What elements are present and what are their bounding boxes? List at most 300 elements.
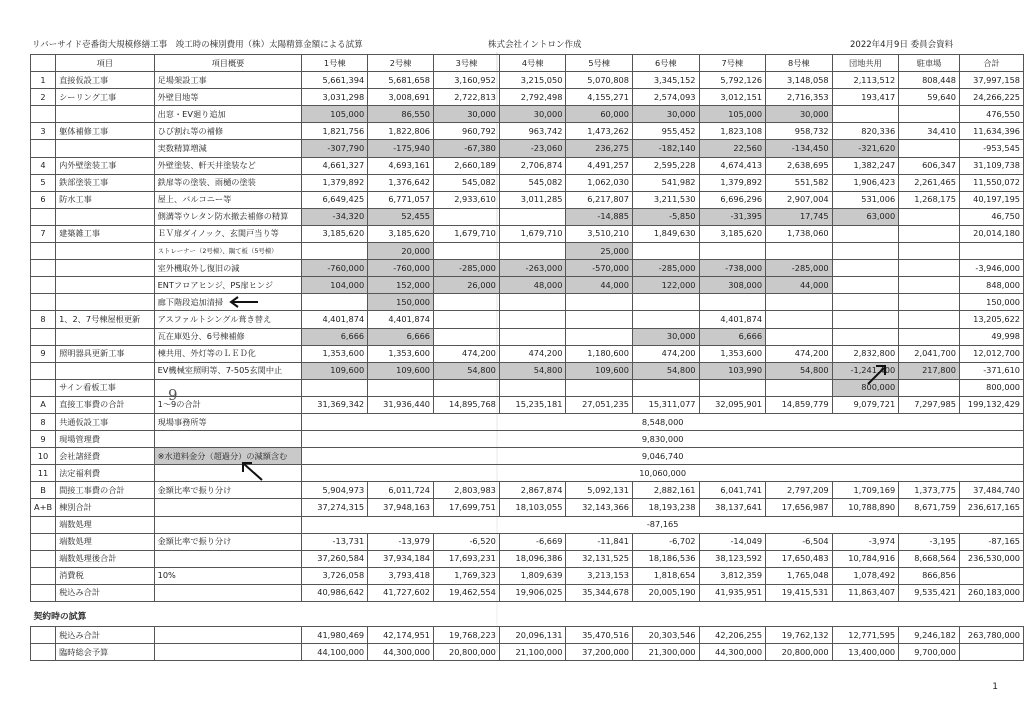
- row-description: ENTフロアヒンジ、PS扉ヒンジ: [154, 277, 302, 294]
- row-item: 端数処理後合計: [56, 550, 155, 567]
- value-cell: 866,856: [899, 567, 960, 584]
- value-cell: 3,793,418: [368, 567, 434, 584]
- value-cell: 11,550,072: [959, 174, 1023, 191]
- value-cell: [766, 311, 833, 328]
- value-cell: 960,792: [434, 123, 500, 140]
- value-cell: 3,185,620: [368, 225, 434, 242]
- value-cell: 474,200: [766, 345, 833, 362]
- row-number: 9: [31, 345, 56, 362]
- row-item: [56, 260, 155, 277]
- row-number: [31, 277, 56, 294]
- value-cell: 40,197,195: [959, 191, 1023, 208]
- table-row: [31, 208, 1024, 225]
- value-cell: -371,610: [959, 362, 1023, 379]
- value-cell: 59,640: [899, 89, 960, 106]
- table-row: [31, 584, 1024, 601]
- row-description: [154, 644, 302, 661]
- value-cell: 2,638,695: [766, 157, 833, 174]
- value-cell: 19,762,132: [766, 627, 833, 644]
- value-cell: 800,000: [959, 379, 1023, 396]
- value-cell: [499, 311, 566, 328]
- value-cell: -11,841: [566, 533, 633, 550]
- value-cell: 52,455: [368, 208, 434, 225]
- value-cell: -13,731: [302, 533, 368, 550]
- row-description: [154, 465, 302, 482]
- row-number: 11: [31, 465, 56, 482]
- value-cell: 21,300,000: [632, 644, 699, 661]
- value-cell: 5,681,658: [368, 72, 434, 89]
- value-cell: [832, 225, 899, 242]
- table-row: [31, 174, 1024, 191]
- value-cell: -31,395: [699, 208, 766, 225]
- value-cell: -175,940: [368, 140, 434, 157]
- value-cell: 14,859,779: [766, 396, 833, 413]
- row-item: [56, 243, 155, 260]
- value-cell: 5,792,126: [699, 72, 766, 89]
- value-cell: [899, 225, 960, 242]
- table-row: [31, 482, 1024, 499]
- value-cell: 20,096,131: [499, 627, 566, 644]
- row-number: [31, 140, 56, 157]
- column-header: 3号棟: [434, 55, 500, 72]
- row-number: [31, 627, 56, 644]
- value-cell: 4,401,874: [302, 311, 368, 328]
- value-cell: [766, 243, 833, 260]
- value-cell: 20,800,000: [766, 644, 833, 661]
- value-cell: 20,303,546: [632, 627, 699, 644]
- row-item: [56, 277, 155, 294]
- column-header: 団地共用: [832, 55, 899, 72]
- row-number: [31, 550, 56, 567]
- value-cell: -6,702: [632, 533, 699, 550]
- value-cell: 35,344,678: [566, 584, 633, 601]
- value-cell: 15,311,077: [632, 396, 699, 413]
- value-cell: -34,320: [302, 208, 368, 225]
- value-cell: -134,450: [766, 140, 833, 157]
- value-cell: -285,000: [434, 260, 500, 277]
- value-cell: 27,051,235: [566, 396, 633, 413]
- value-cell: 6,771,057: [368, 191, 434, 208]
- value-cell: 3,008,691: [368, 89, 434, 106]
- table-row: [31, 431, 1024, 448]
- table-header-row: [31, 55, 1024, 72]
- value-cell: 20,000: [368, 243, 434, 260]
- value-cell: 2,933,610: [434, 191, 500, 208]
- value-cell: 236,530,000: [959, 550, 1023, 567]
- row-number: [31, 516, 56, 533]
- value-cell: 49,998: [959, 328, 1023, 345]
- row-description: [154, 499, 302, 516]
- value-cell: 12,012,700: [959, 345, 1023, 362]
- row-number: 8: [31, 413, 56, 430]
- value-cell: 1,906,423: [832, 174, 899, 191]
- value-cell: 37,934,184: [368, 550, 434, 567]
- value-cell: 6,666: [368, 328, 434, 345]
- value-cell: -570,000: [566, 260, 633, 277]
- value-cell: 541,982: [632, 174, 699, 191]
- row-description: EV機械室照明等、7-505玄関中止: [154, 362, 302, 379]
- value-cell: 1,821,756: [302, 123, 368, 140]
- value-cell: 6,696,296: [699, 191, 766, 208]
- value-cell: 31,109,738: [959, 157, 1023, 174]
- value-cell: 30,000: [499, 106, 566, 123]
- value-cell: 42,206,255: [699, 627, 766, 644]
- value-cell: 2,907,004: [766, 191, 833, 208]
- value-cell: 19,462,554: [434, 584, 500, 601]
- merged-value: 9,046,740: [302, 448, 1024, 465]
- row-item: 鉄部塗装工事: [56, 174, 155, 191]
- value-cell: 2,716,353: [766, 89, 833, 106]
- column-header: 1号棟: [302, 55, 368, 72]
- row-number: [31, 260, 56, 277]
- value-cell: 1,709,169: [832, 482, 899, 499]
- value-cell: 2,113,512: [832, 72, 899, 89]
- value-cell: [499, 294, 566, 311]
- value-cell: 22,560: [699, 140, 766, 157]
- value-cell: [566, 294, 633, 311]
- row-item: 税込み合計: [56, 627, 155, 644]
- row-description: 出窓・EV廻り追加: [154, 106, 302, 123]
- row-number: 2: [31, 89, 56, 106]
- value-cell: 3,031,298: [302, 89, 368, 106]
- value-cell: [699, 243, 766, 260]
- row-item: 防水工事: [56, 191, 155, 208]
- row-number: 3: [31, 123, 56, 140]
- table-row: [31, 311, 1024, 328]
- row-description: 金額比率で振り分け: [154, 482, 302, 499]
- value-cell: [899, 311, 960, 328]
- value-cell: 2,803,983: [434, 482, 500, 499]
- spacer-cell: [31, 602, 1024, 610]
- column-header: 8号棟: [766, 55, 833, 72]
- value-cell: -760,000: [368, 260, 434, 277]
- row-number: [31, 362, 56, 379]
- value-cell: 109,600: [302, 362, 368, 379]
- value-cell: 5,070,808: [566, 72, 633, 89]
- value-cell: 531,006: [832, 191, 899, 208]
- row-item: [56, 362, 155, 379]
- value-cell: 13,400,000: [832, 644, 899, 661]
- annotation-arrow-3: [864, 360, 894, 390]
- value-cell: [832, 243, 899, 260]
- value-cell: -14,885: [566, 208, 633, 225]
- row-item: 照明器具更新工事: [56, 345, 155, 362]
- value-cell: 17,699,751: [434, 499, 500, 516]
- value-cell: 1,379,892: [302, 174, 368, 191]
- value-cell: [434, 243, 500, 260]
- column-header: 2号棟: [368, 55, 434, 72]
- value-cell: 150,000: [959, 294, 1023, 311]
- value-cell: 2,792,498: [499, 89, 566, 106]
- value-cell: 9,079,721: [832, 396, 899, 413]
- column-header: 7号棟: [699, 55, 766, 72]
- row-item: 間接工事費の合計: [56, 482, 155, 499]
- value-cell: 9,700,000: [899, 644, 960, 661]
- value-cell: [899, 277, 960, 294]
- value-cell: 1,823,108: [699, 123, 766, 140]
- value-cell: 5,092,131: [566, 482, 633, 499]
- value-cell: 1,679,710: [434, 225, 500, 242]
- row-number: 8: [31, 311, 56, 328]
- table-row: [31, 567, 1024, 584]
- value-cell: 103,990: [699, 362, 766, 379]
- value-cell: 41,980,469: [302, 627, 368, 644]
- row-item: シーリング工事: [56, 89, 155, 106]
- row-item: [56, 208, 155, 225]
- table-row: [31, 243, 1024, 260]
- value-cell: 54,800: [434, 362, 500, 379]
- value-cell: -285,000: [766, 260, 833, 277]
- value-cell: 2,261,465: [899, 174, 960, 191]
- value-cell: 545,082: [499, 174, 566, 191]
- value-cell: 63,000: [832, 208, 899, 225]
- value-cell: -263,000: [499, 260, 566, 277]
- row-item: 臨時総会予算: [56, 644, 155, 661]
- section-title: 契約時の試算: [33, 612, 87, 623]
- value-cell: 38,123,592: [699, 550, 766, 567]
- value-cell: 2,706,874: [499, 157, 566, 174]
- value-cell: 17,656,987: [766, 499, 833, 516]
- value-cell: [566, 311, 633, 328]
- merged-value: 9,830,000: [302, 431, 1024, 448]
- value-cell: 48,000: [499, 277, 566, 294]
- row-description: ※水道料金分（超過分）の減額含む: [154, 448, 302, 465]
- table-row: [31, 191, 1024, 208]
- value-cell: [434, 328, 500, 345]
- table-row: [31, 225, 1024, 242]
- value-cell: -6,504: [766, 533, 833, 550]
- value-cell: -14,049: [699, 533, 766, 550]
- value-cell: 1,769,323: [434, 567, 500, 584]
- value-cell: 13,205,622: [959, 311, 1023, 328]
- value-cell: 17,650,483: [766, 550, 833, 567]
- value-cell: 260,183,000: [959, 584, 1023, 601]
- merged-value: 10,060,000: [302, 465, 1024, 482]
- value-cell: 32,131,525: [566, 550, 633, 567]
- table-row: [31, 277, 1024, 294]
- row-number: [31, 243, 56, 260]
- value-cell: 30,000: [434, 106, 500, 123]
- row-number: 1: [31, 72, 56, 89]
- value-cell: [899, 140, 960, 157]
- row-item: 現場管理費: [56, 431, 155, 448]
- spacer-row: [31, 602, 1024, 610]
- table-row: [31, 396, 1024, 413]
- value-cell: 1,849,630: [632, 225, 699, 242]
- value-cell: 263,780,000: [959, 627, 1023, 644]
- row-description: 瓦在庫処分、6号棟補修: [154, 328, 302, 345]
- value-cell: 199,132,429: [959, 396, 1023, 413]
- merged-value: -87,165: [302, 516, 1024, 533]
- value-cell: 18,096,386: [499, 550, 566, 567]
- table-row: [31, 550, 1024, 567]
- value-cell: 4,491,257: [566, 157, 633, 174]
- value-cell: 1,382,247: [832, 157, 899, 174]
- value-cell: [959, 243, 1023, 260]
- value-cell: [632, 243, 699, 260]
- value-cell: [499, 379, 566, 396]
- value-cell: -738,000: [699, 260, 766, 277]
- value-cell: 3,215,050: [499, 72, 566, 89]
- value-cell: [899, 328, 960, 345]
- value-cell: 963,742: [499, 123, 566, 140]
- row-number: [31, 106, 56, 123]
- value-cell: [832, 277, 899, 294]
- value-cell: 1,818,654: [632, 567, 699, 584]
- value-cell: 848,000: [959, 277, 1023, 294]
- row-description: [154, 431, 302, 448]
- value-cell: 476,550: [959, 106, 1023, 123]
- value-cell: 2,867,874: [499, 482, 566, 499]
- document-date: 2022年4月9日 委員会資料: [850, 40, 954, 50]
- value-cell: -1,241,400: [832, 362, 899, 379]
- value-cell: 8,671,759: [899, 499, 960, 516]
- value-cell: 32,143,366: [566, 499, 633, 516]
- value-cell: 30,000: [632, 328, 699, 345]
- value-cell: 4,401,874: [368, 311, 434, 328]
- table-row: [31, 448, 1024, 465]
- value-cell: [959, 644, 1023, 661]
- annotation-arrow-1: [228, 294, 268, 314]
- value-cell: 3,812,359: [699, 567, 766, 584]
- value-cell: 26,000: [434, 277, 500, 294]
- row-description: 鉄扉等の塗装、雨樋の塗装: [154, 174, 302, 191]
- value-cell: 9,246,182: [899, 627, 960, 644]
- value-cell: 37,484,740: [959, 482, 1023, 499]
- value-cell: 8,668,564: [899, 550, 960, 567]
- value-cell: 1,180,600: [566, 345, 633, 362]
- value-cell: 6,666: [302, 328, 368, 345]
- value-cell: [302, 294, 368, 311]
- value-cell: 150,000: [368, 294, 434, 311]
- value-cell: [899, 208, 960, 225]
- value-cell: 606,347: [899, 157, 960, 174]
- company-name: 株式会社イントロン作成: [488, 40, 582, 50]
- value-cell: 18,193,238: [632, 499, 699, 516]
- value-cell: 1,062,030: [566, 174, 633, 191]
- value-cell: 6,011,724: [368, 482, 434, 499]
- section-title-row: [31, 610, 1024, 627]
- row-description: 側溝等ウレタン防水撤去補修の精算: [154, 208, 302, 225]
- row-description: [154, 627, 302, 644]
- row-description: 10%: [154, 567, 302, 584]
- value-cell: 955,452: [632, 123, 699, 140]
- value-cell: [699, 294, 766, 311]
- table-row: [31, 294, 1024, 311]
- value-cell: 109,600: [566, 362, 633, 379]
- row-number: [31, 379, 56, 396]
- value-cell: 6,217,807: [566, 191, 633, 208]
- row-description: [154, 516, 302, 533]
- value-cell: 3,011,285: [499, 191, 566, 208]
- value-cell: 54,800: [766, 362, 833, 379]
- row-item: 直接工事費の合計: [56, 396, 155, 413]
- value-cell: 1,809,639: [499, 567, 566, 584]
- value-cell: 6,649,425: [302, 191, 368, 208]
- table-row: [31, 465, 1024, 482]
- value-cell: -3,974: [832, 533, 899, 550]
- row-item: 棟別合計: [56, 499, 155, 516]
- value-cell: 1,353,600: [302, 345, 368, 362]
- value-cell: 19,906,025: [499, 584, 566, 601]
- row-description: ストレーナー（2号棟）、隅て板（5号棟）: [154, 243, 302, 260]
- value-cell: [434, 294, 500, 311]
- value-cell: 104,000: [302, 277, 368, 294]
- value-cell: -3,946,000: [959, 260, 1023, 277]
- value-cell: 958,732: [766, 123, 833, 140]
- row-description: アスファルトシングル葺き替え: [154, 311, 302, 328]
- value-cell: [632, 311, 699, 328]
- value-cell: 31,936,440: [368, 396, 434, 413]
- row-number: 10: [31, 448, 56, 465]
- table-row: [31, 140, 1024, 157]
- table-row: [31, 328, 1024, 345]
- row-item: 直接仮設工事: [56, 72, 155, 89]
- column-header: 6号棟: [632, 55, 699, 72]
- value-cell: 122,000: [632, 277, 699, 294]
- value-cell: 1,765,048: [766, 567, 833, 584]
- value-cell: 2,574,093: [632, 89, 699, 106]
- value-cell: -6,669: [499, 533, 566, 550]
- value-cell: 24,266,225: [959, 89, 1023, 106]
- value-cell: 800,000: [832, 379, 899, 396]
- value-cell: 474,200: [499, 345, 566, 362]
- row-number: 6: [31, 191, 56, 208]
- row-number: A+B: [31, 499, 56, 516]
- value-cell: 3,345,152: [632, 72, 699, 89]
- value-cell: -760,000: [302, 260, 368, 277]
- value-cell: 1,268,175: [899, 191, 960, 208]
- column-header: 合計: [959, 55, 1023, 72]
- value-cell: 42,174,951: [368, 627, 434, 644]
- value-cell: 2,595,228: [632, 157, 699, 174]
- merged-value: 8,548,000: [302, 413, 1024, 430]
- value-cell: 34,410: [899, 123, 960, 140]
- handwritten-note: 9: [168, 386, 178, 404]
- row-number: 5: [31, 174, 56, 191]
- value-cell: 38,137,641: [699, 499, 766, 516]
- value-cell: [499, 328, 566, 345]
- value-cell: 2,882,161: [632, 482, 699, 499]
- row-number: [31, 294, 56, 311]
- row-description: 棟共用、外灯等のＬＥＤ化: [154, 345, 302, 362]
- value-cell: 20,800,000: [434, 644, 500, 661]
- value-cell: 4,155,271: [566, 89, 633, 106]
- row-item: 共通仮設工事: [56, 413, 155, 430]
- value-cell: 18,186,536: [632, 550, 699, 567]
- row-item: [56, 328, 155, 345]
- table-row: [31, 413, 1024, 430]
- value-cell: 37,948,163: [368, 499, 434, 516]
- value-cell: 40,986,642: [302, 584, 368, 601]
- value-cell: 236,275: [566, 140, 633, 157]
- table-row: [31, 123, 1024, 140]
- row-item: 会社諸経費: [56, 448, 155, 465]
- value-cell: 2,832,800: [832, 345, 899, 362]
- value-cell: 30,000: [766, 106, 833, 123]
- value-cell: 14,895,768: [434, 396, 500, 413]
- value-cell: 17,745: [766, 208, 833, 225]
- value-cell: 2,041,700: [899, 345, 960, 362]
- row-number: [31, 208, 56, 225]
- column-header: 項目: [56, 55, 155, 72]
- value-cell: [766, 294, 833, 311]
- value-cell: 1,679,710: [499, 225, 566, 242]
- value-cell: 9,535,421: [899, 584, 960, 601]
- row-description: [154, 550, 302, 567]
- value-cell: 474,200: [434, 345, 500, 362]
- value-cell: [832, 328, 899, 345]
